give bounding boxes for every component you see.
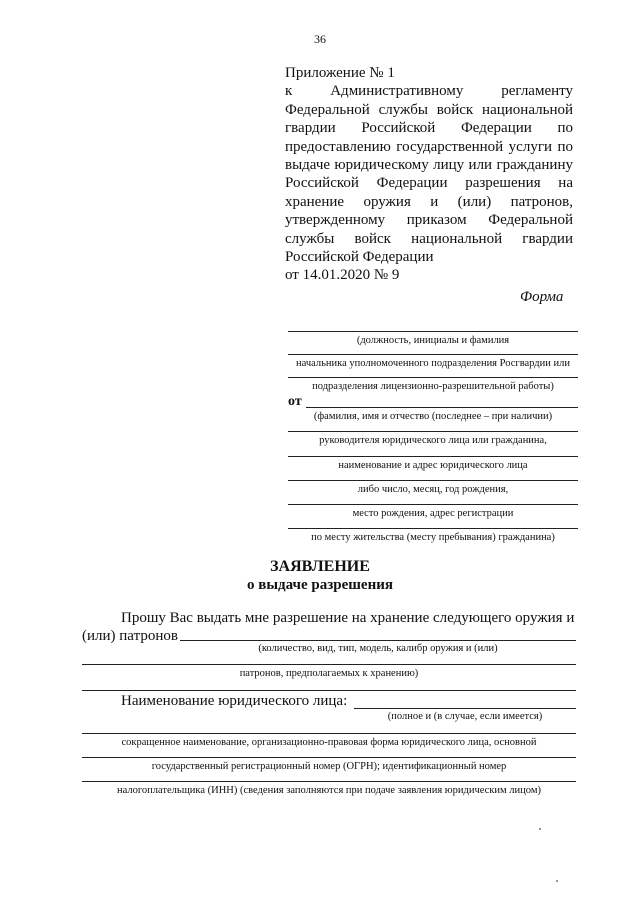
addressee-caption: наименование и адрес юридического лица [338,460,528,471]
legal-entity-caption: (полное и (в случае, если имеется) [387,711,543,722]
appendix-line: Федеральной службы войск национальной [285,101,573,118]
addressee-line-9[interactable] [288,528,578,529]
appendix-line: предоставлению государственной услуги по [285,138,573,155]
appendix-line: выдаче юридическому лицу или гражданину [285,157,573,174]
addressee-line-8[interactable] [288,504,578,505]
legal-entity-line-4[interactable] [82,781,576,782]
legal-entity-caption: сокращенное наименование, организационно-правовая форма юридического лица, основной [121,737,537,748]
appendix-line: от 14.01.2020 № 9 [285,267,400,284]
legal-entity-caption: государственный регистрационный номер (ОГРН); идентификационный номер [151,761,507,772]
appendix-line: гвардии Российской Федерации по [285,120,573,137]
addressee-caption: руководителя юридического лица или гражданина, [319,435,547,446]
addressee-line-5[interactable] [288,431,578,432]
legal-entity-line-2[interactable] [82,733,576,734]
addressee-caption: либо число, месяц, год рождения, [357,484,509,495]
request-text: Прошу Вас выдать мне разрешение на хранение следующего оружия и [121,610,575,626]
scan-speck [556,880,558,882]
legal-entity-line-3[interactable] [82,757,576,758]
weapons-line-2[interactable] [82,664,576,665]
appendix-line: Российской Федерации разрешения на [285,175,573,192]
addressee-line-2[interactable] [288,354,578,355]
appendix-line: службы войск национальной гвардии [285,230,573,247]
appendix-block [285,64,573,285]
addressee-caption: по месту жительства (месту пребывания) гражданина) [311,532,555,543]
weapons-caption: (количество, вид, тип, модель, калибр оружия и (или) [258,643,498,654]
scan-speck [539,828,541,830]
document-title: ЗАЯВЛЕНИЕ [270,558,370,575]
addressee-line-3[interactable] [288,377,578,378]
document-subtitle: о выдаче разрешения [246,577,393,593]
from-label: от [288,394,302,409]
appendix-line: Приложение № 1 [285,65,395,81]
addressee-line-7[interactable] [288,480,578,481]
legal-entity-label: Наименование юридического лица: [121,693,348,709]
form-label: Форма [520,289,564,305]
from-line[interactable] [306,407,578,408]
appendix-line: к Административному регламенту [285,83,573,100]
addressee-caption: подразделения лицензионно-разрешительной работы) [312,381,554,392]
weapons-line[interactable] [180,640,576,641]
addressee-caption: (должность, инициалы и фамилия [356,335,510,346]
addressee-line-1[interactable] [288,331,578,332]
legal-entity-caption: налогоплательщика (ИНН) (сведения заполняются при подаче заявления юридическим лицом) [117,785,541,796]
weapons-caption: патронов, предполагаемых к хранению) [239,668,419,679]
appendix-line: утвержденному приказом Федеральной [285,212,573,229]
addressee-caption: место рождения, адрес регистрации [352,508,514,519]
weapons-line-3[interactable] [82,690,576,691]
addressee-caption: (фамилия, имя и отчество (последнее – при наличии) [313,411,553,422]
addressee-caption: начальника уполномоченного подразделения Росгвардии или [296,358,570,369]
appendix-line: хранение оружия и (или) патронов, [285,193,573,210]
appendix-line: Российской Федерации [285,249,434,266]
page-number: 36 [314,32,326,46]
addressee-line-6[interactable] [288,456,578,457]
request-text-cont: (или) патронов [82,628,178,644]
legal-entity-line[interactable] [354,708,576,709]
